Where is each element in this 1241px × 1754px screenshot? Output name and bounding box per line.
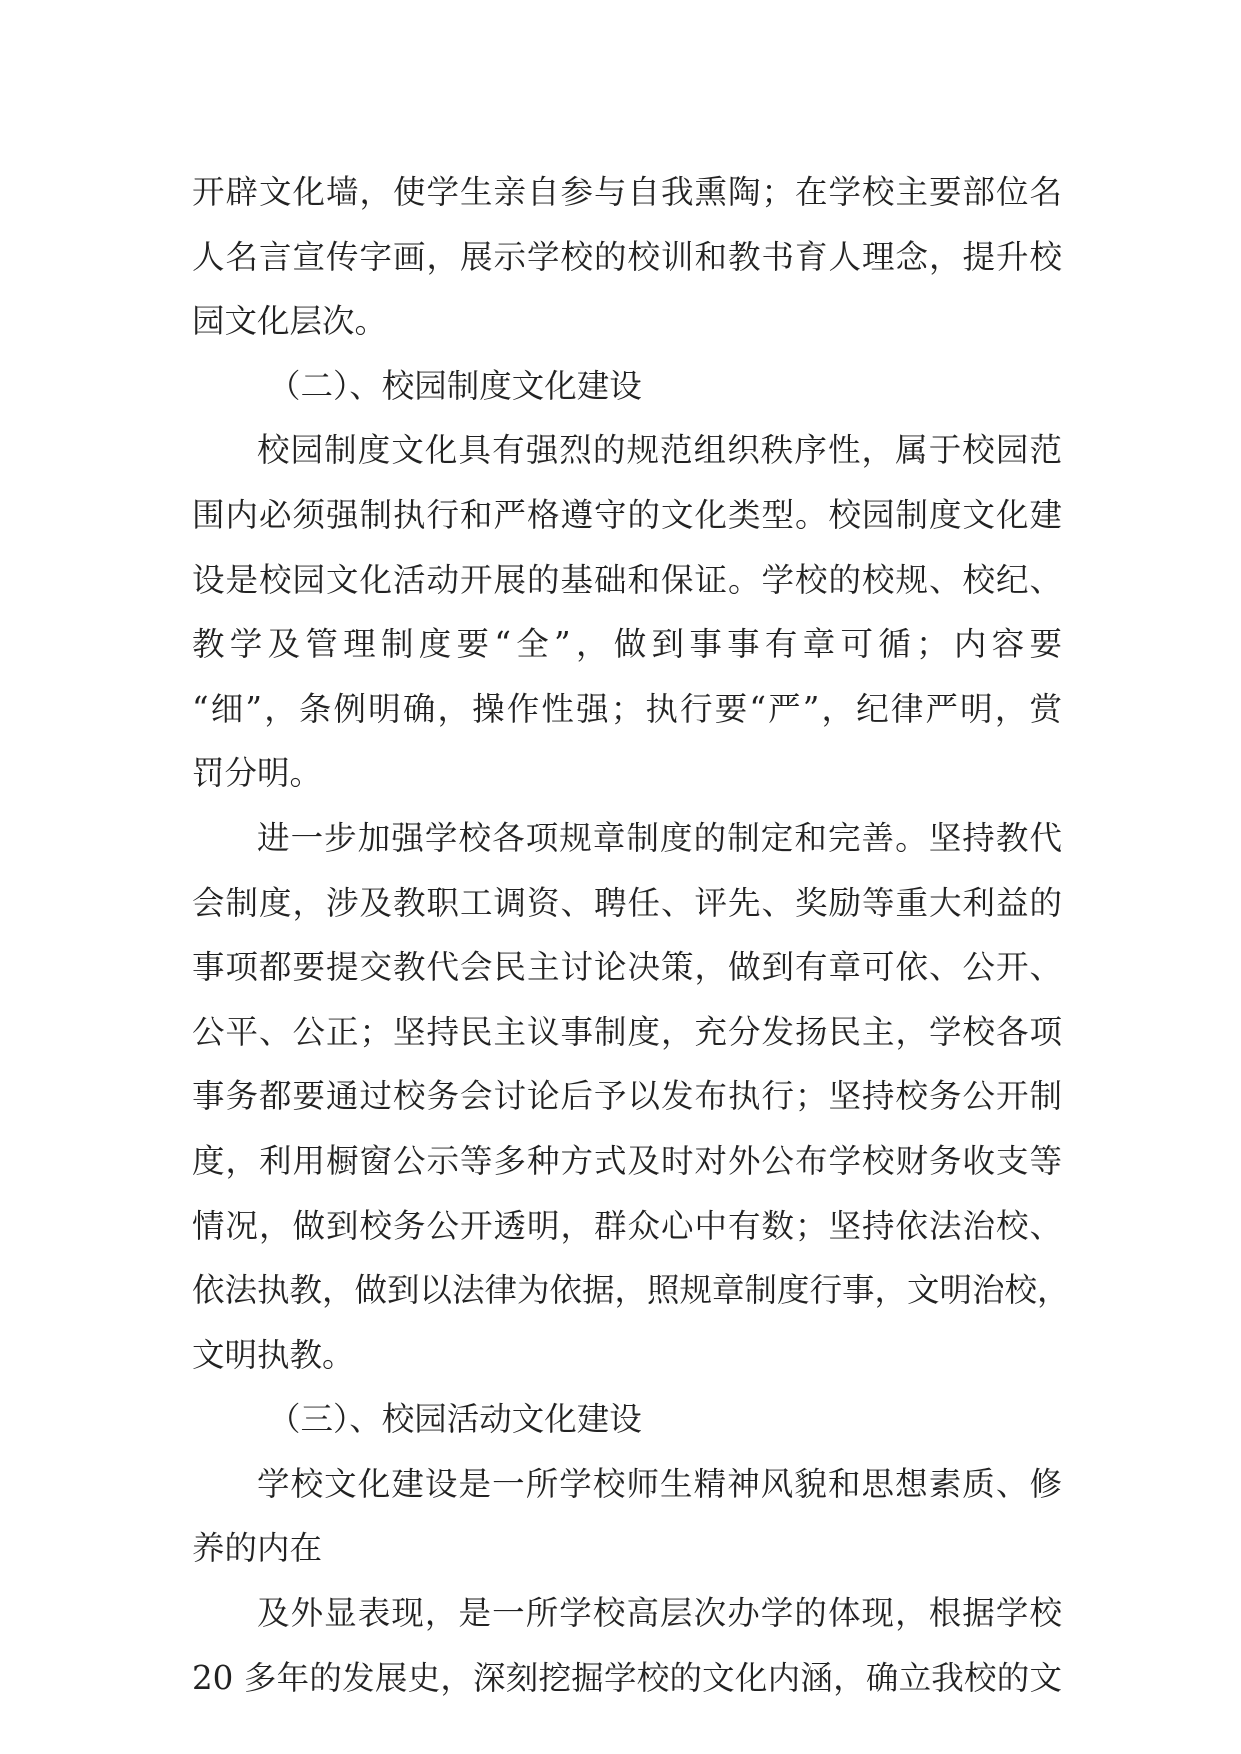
text-line: 情况，做到校务公开透明，群众心中有数；坚持依法治校、 <box>192 1206 1062 1245</box>
text-line: 会制度，涉及教职工调资、聘任、评先、奖励等重大利益的 <box>192 883 1062 922</box>
text-line: 围内必须强制执行和严格遵守的文化类型。校园制度文化建 <box>192 495 1062 534</box>
text-line: 依法执教，做到以法律为依据，照规章制度行事，文明治校， <box>192 1271 1070 1310</box>
text-line: 校园制度文化具有强烈的规范组织秩序性，属于校园范 <box>257 431 1062 470</box>
text-line: 园文化层次。 <box>192 302 388 341</box>
text-line: 教学及管理制度要“全”，做到事事有章可循；内容要 <box>192 625 1062 664</box>
text-line: 事务都要通过校务会讨论后予以发布执行；坚持校务公开制 <box>192 1077 1062 1116</box>
text-line: “细”，条例明确，操作性强；执行要“严”，纪律严明，赏 <box>192 689 1062 728</box>
text-line: 事项都要提交教代会民主讨论决策，做到有章可依、公开、 <box>192 948 1062 987</box>
section-heading: （二）、校园制度文化建设 <box>268 366 642 405</box>
text-line: 进一步加强学校各项规章制度的制定和完善。坚持教代 <box>257 818 1062 857</box>
section-heading: （三）、校园活动文化建设 <box>268 1400 642 1439</box>
text-line: 公平、公正；坚持民主议事制度，充分发扬民主，学校各项 <box>192 1012 1062 1051</box>
text-line: 度，利用橱窗公示等多种方式及时对外公布学校财务收支等 <box>192 1141 1062 1180</box>
text-line: 及外显表现，是一所学校高层次办学的体现，根据学校 <box>257 1594 1062 1633</box>
text-line: 开辟文化墙，使学生亲自参与自我熏陶；在学校主要部位名 <box>192 173 1062 211</box>
text-line: 文明执教。 <box>192 1335 355 1374</box>
text-line: 学校文化建设是一所学校师生精神风貌和思想素质、修 <box>257 1464 1062 1503</box>
text-line: 养的内在 <box>192 1529 323 1568</box>
text-line: 人名言宣传字画，展示学校的校训和教书育人理念，提升校 <box>192 237 1062 276</box>
text-line: 20 多年的发展史，深刻挖掘学校的文化内涵，确立我校的文 <box>192 1658 1062 1697</box>
text-line: 设是校园文化活动开展的基础和保证。学校的校规、校纪、 <box>192 560 1062 599</box>
text-line: 罚分明。 <box>192 754 323 793</box>
document-body <box>192 160 1070 1710</box>
